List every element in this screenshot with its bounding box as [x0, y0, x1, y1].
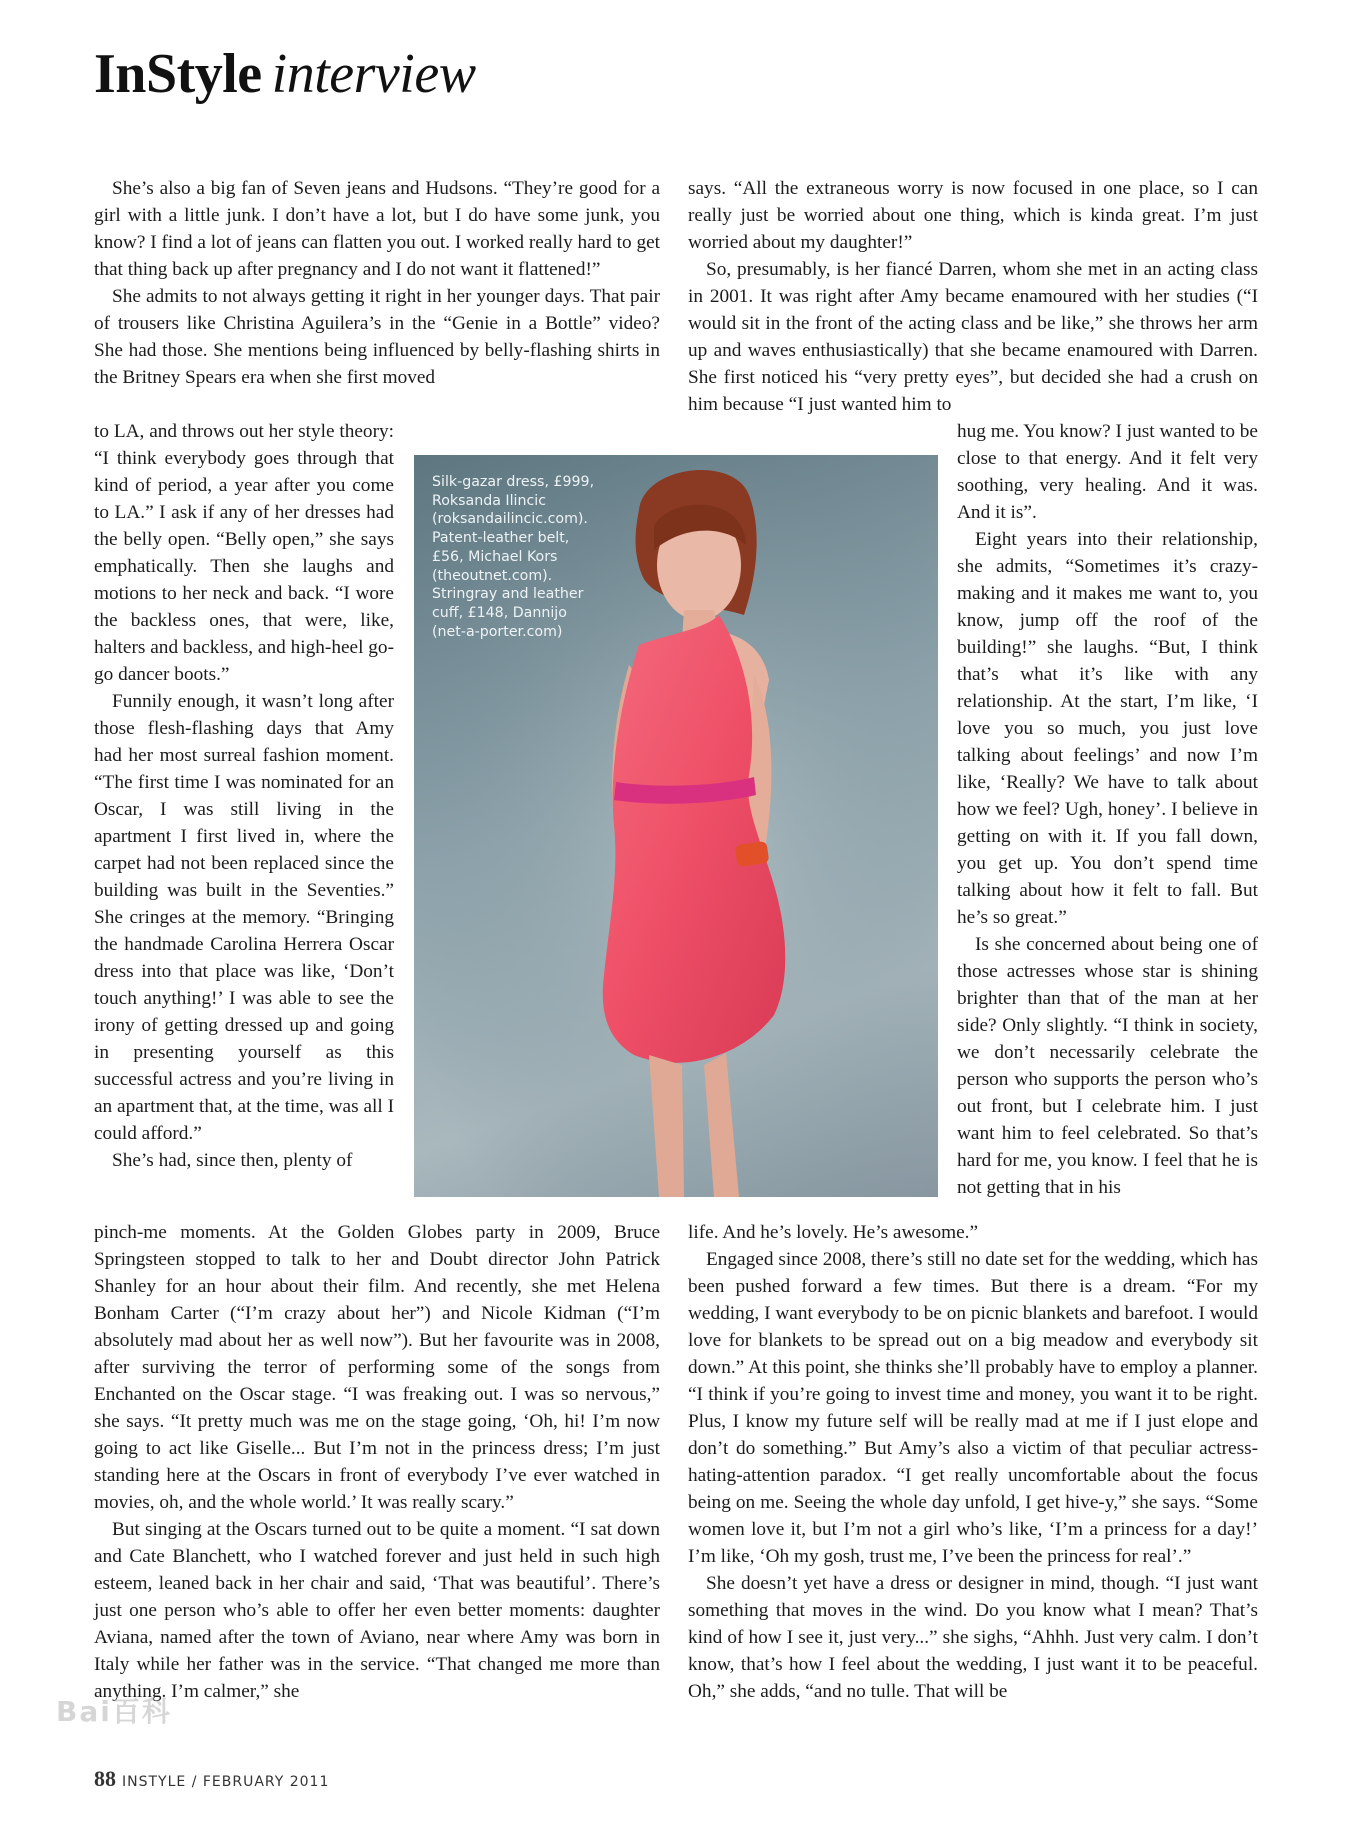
- paragraph: She’s had, since then, plenty of: [112, 1150, 353, 1171]
- paragraph: But singing at the Oscars turned out to be quite a moment. “I sat down and Cate Blanchett, who I watched forever and just held in such high esteem, leaned back in her chair and said, ‘That was beautiful’. There’s just one person who’s able to offer her even better moments: daughter Aviana, named after the town of Aviano, near where Amy was born in Italy while her father was in the service. “That changed me more than anything. I’m calmer,” she: [94, 1519, 660, 1702]
- paragraph: Eight years into their relationship, she admits, “Sometimes it’s crazy-making and it makes me want to, you know, jump off the roof of the building!” she laughs. “But, I think that’s what it’s like with any relationship. At the start, I’m like, ‘I love you so much, you just love talking about feelings’ and now I’m like, ‘Really? We have to talk about how we feel? Ugh, honey’. I believe in getting on with it. If you fall down, you get up. You don’t spend time talking about how it felt to fall. But he’s so great.”: [957, 529, 1258, 928]
- paragraph: Engaged since 2008, there’s still no date set for the wedding, which has been pushed forward a few times. But there is a dream. “For my wedding, I want everybody to be on picnic blankets and barefoot. I would love for blankets to be spread out on a big meadow and everybody sit down.” At this point, she thinks she’ll probably have to employ a planner. “I think if you’re going to invest time and money, you want it to be right. Plus, I know my future self will be really mad at me if I just elope and don’t do something.” But Amy’s also a victim of that peculiar actress-hating-attention paradox. “I get really uncomfortable about the focus being on me. Seeing the whole day unfold, I get hive-y,” she says. “Some women love it, but I’m not a girl who’s like, ‘I’m a princess for a day!’ I’m like, ‘Oh my gosh, trust me, I’ve been the princess for real’.”: [688, 1249, 1258, 1567]
- paragraph: So, presumably, is her fiancé Darren, whom she met in an acting class in 2001. It was right after Amy became enamoured with her studies (“I would sit in the front of the acting class and be like,” she throws her arm up and waves enthusiastically) that she became enamoured with Darren. She first noticed his “very pretty eyes”, but decided she had a crush on him because “I just wanted him to: [688, 259, 1258, 415]
- column-2-narrow: [957, 418, 1258, 1201]
- watermark-logo: Bai百科: [56, 1695, 172, 1728]
- fashion-photo: [414, 455, 938, 1197]
- masthead-section: interview: [271, 43, 476, 105]
- page-number: 88: [94, 1766, 116, 1791]
- paragraph: pinch-me moments. At the Golden Globes party in 2009, Bruce Springsteen stopped to talk to her and Doubt director John Patrick Shanley for an hour about their film. And recently, she met Helena Bonham Carter (“I’m crazy about her”) and Nicole Kidman (“I’m absolutely mad about her as well now”). But her favourite was in 2008, after surviving the terror of performing some of the songs from Enchanted on the Oscar stage. “I was freaking out. I was so nervous,” she says. “It pretty much was me on the stage going, ‘Oh, hi! I’m now going to act like Giselle... But I’m not in the princess dress; I’m just standing here at the Oscars in front of everybody I’ve ever watched in movies, oh, and the whole world.’ It was really scary.”: [94, 1222, 660, 1513]
- paragraph: to LA, and throws out her style theory: “I think everybody goes through that kind of period, a year after you come to LA.” I ask if any of her dresses had the belly open. “Belly open,” she says emphatically. Then she laughs and motions to her neck and back. “I wore the backless ones, that were, like, halters and backless, and high-heel go-go dancer boots.”: [94, 421, 394, 685]
- column-1-narrow: [94, 418, 394, 1174]
- paragraph: Funnily enough, it wasn’t long after those flesh-flashing days that Amy had her most surreal fashion moment. “The first time I was nominated for an Oscar, I was still living in the apartment I first lived in, where the carpet had not been replaced since the building was built in the Seventies.” She cringes at the memory. “Bringing the handmade Carolina Herrera Oscar dress into that place was like, ‘Don’t touch anything!’ I was able to see the irony of getting dressed up and going in presenting yourself as this successful actress and you’re living in an apartment that, at the time, was all I could afford.”: [94, 691, 394, 1144]
- paragraph: She doesn’t yet have a dress or designer in mind, though. “I just want something that moves in the wind. Do you know what I mean? That’s kind of how I see it, just very...” she sighs, “Ahhh. Just very calm. I don’t know, that’s how I feel about the wedding, I just want it to be peaceful. Oh,” she adds, “and no tulle. That will be: [688, 1573, 1258, 1702]
- paragraph: life. And he’s lovely. He’s awesome.”: [688, 1222, 979, 1243]
- column-1-bottom: [94, 1219, 660, 1705]
- paragraph: says. “All the extraneous worry is now focused in one place, so I can really just be worried about one thing, which is kinda great. I’m just worried about my daughter!”: [688, 178, 1258, 253]
- column-1-top: [94, 175, 660, 391]
- publication-issue: INSTYLE / FEBRUARY 2011: [122, 1774, 330, 1790]
- masthead-title: [94, 42, 476, 106]
- page-footer: [94, 1766, 329, 1792]
- paragraph: She’s also a big fan of Seven jeans and Hudsons. “They’re good for a girl with a little junk. I don’t have a lot, but I do have some junk, you know? I find a lot of jeans can flatten you out. I worked really hard to get that thing back up after pregnancy and I do not want it flattened!”: [94, 178, 660, 280]
- cuff: [735, 841, 770, 867]
- photo-caption: Silk-gazar dress, £999, Roksanda Ilincic (roksandailincic.com). Patent-leather belt, £56, Michael Kors (theoutnet.com). Stringray and leather cuff, £148, Dannijo (net-a-porter.com): [432, 474, 595, 640]
- paragraph: She admits to not always getting it right in her younger days. That pair of trousers like Christina Aguilera’s in the “Genie in a Bottle” video? She had those. She mentions being influenced by belly-flashing shirts in the Britney Spears era when she first moved: [94, 286, 660, 388]
- paragraph: hug me. You know? I just wanted to be close to that energy. And it felt very soothing, very healing. And it was. And it is”.: [957, 421, 1258, 523]
- masthead-brand: InStyle: [94, 43, 262, 105]
- column-2-top: [688, 175, 1258, 418]
- paragraph: Is she concerned about being one of those actresses whose star is shining brighter than that of the man at her side? Only slightly. “I think in society, we don’t necessarily celebrate the person who supports the person who’s out front, but I celebrate him. I just want him to feel celebrated. So that’s hard for me, you know. I feel that he is not getting that in his: [957, 934, 1258, 1198]
- column-2-bottom: [688, 1219, 1258, 1705]
